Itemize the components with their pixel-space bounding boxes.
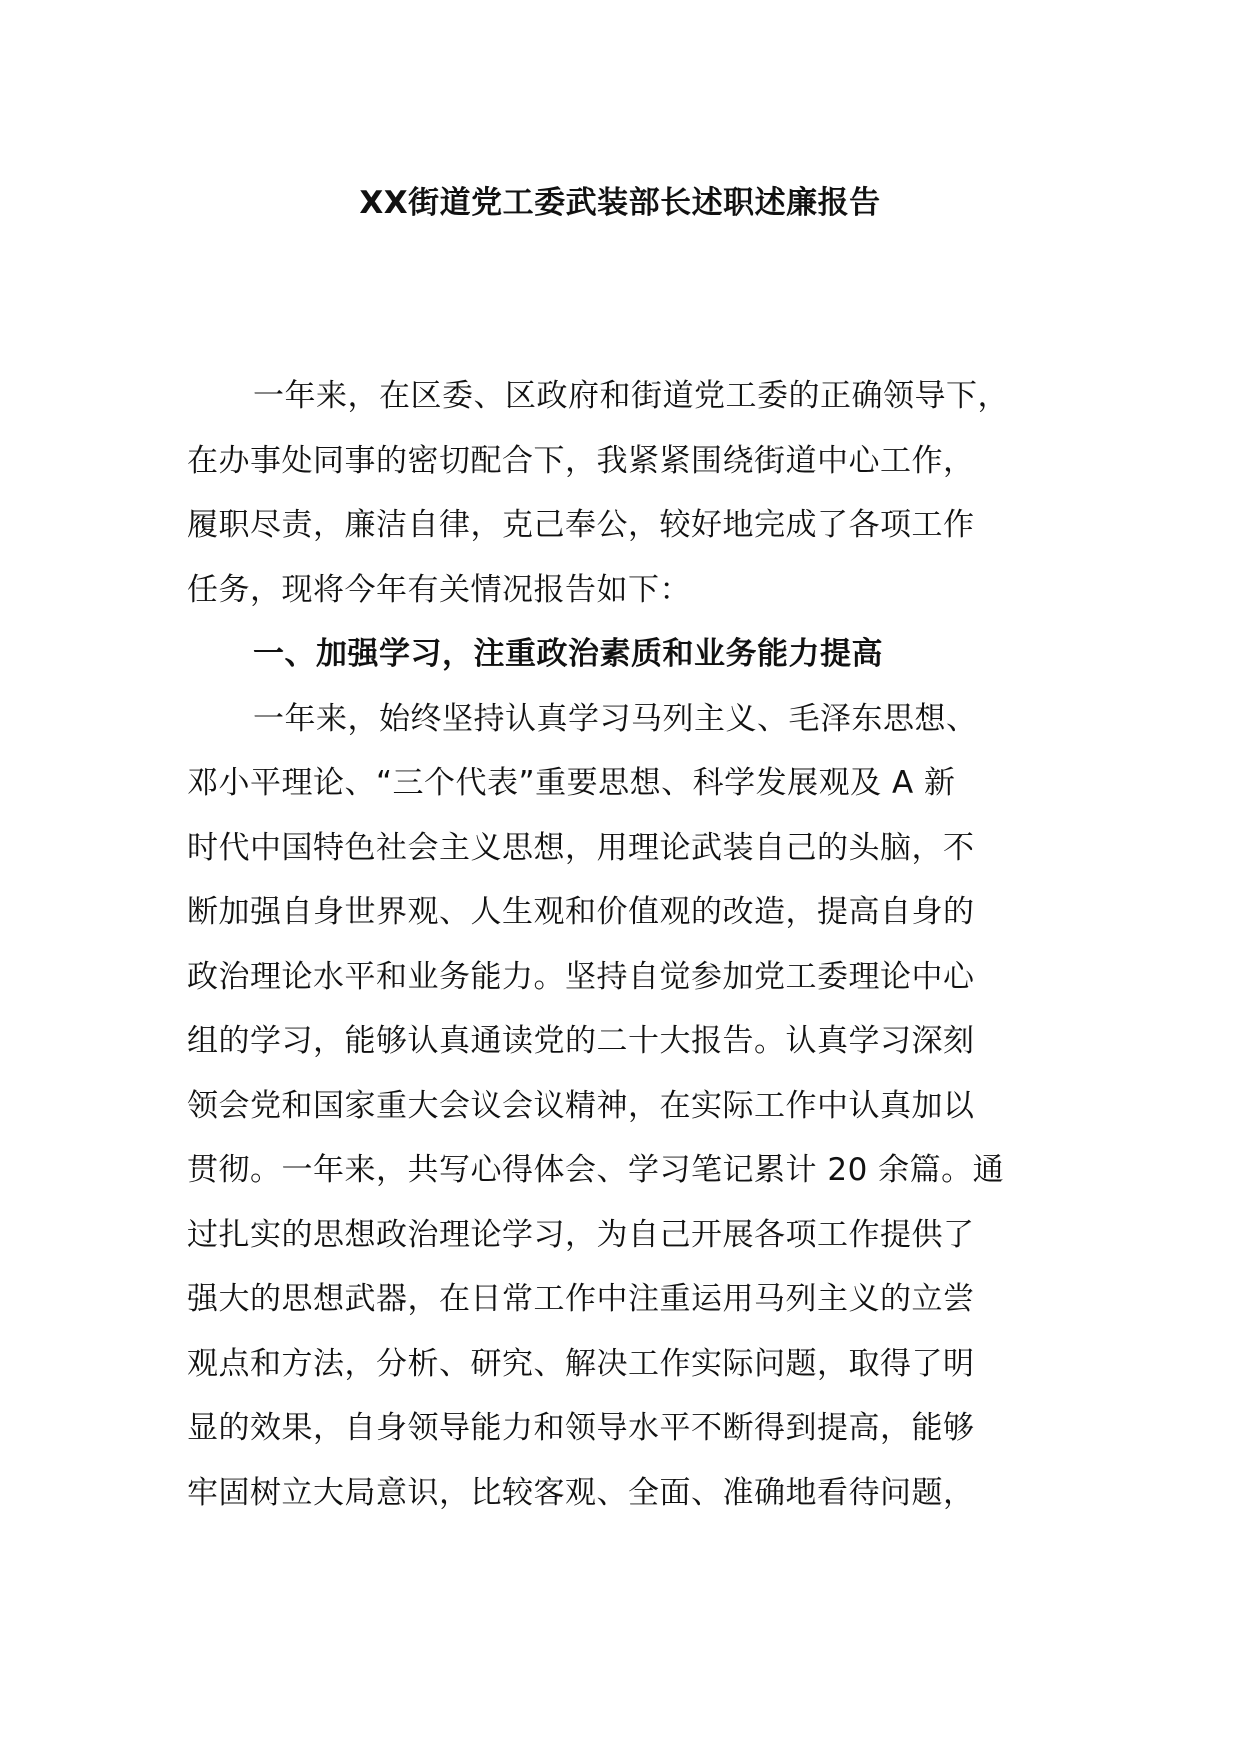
intro-paragraph bbox=[187, 364, 1082, 622]
paragraph-line: 领会党和国家重大会议会议精神，在实际工作中认真加以 bbox=[187, 1087, 975, 1124]
paragraph-line: 履职尽责，廉洁自律，克己奉公，较好地完成了各项工作 bbox=[187, 507, 975, 543]
paragraph-line: 过扎实的思想政治理论学习，为自己开展各项工作提供了 bbox=[187, 1216, 975, 1253]
paragraph-line: 邓小平理论、“三个代表”重要思想、科学发展观及 A 新 bbox=[187, 765, 956, 801]
paragraph-line: 时代中国特色社会主义思想，用理论武装自己的头脑，不 bbox=[187, 829, 975, 866]
paragraph-line: 牢固树立大局意识，比较客观、全面、准确地看待问题， bbox=[187, 1474, 975, 1511]
section-heading: 一、加强学习，注重政治素质和业务能力提高 bbox=[253, 636, 883, 672]
paragraph-line: 贯彻。一年来，共写心得体会、学习笔记累计 20 余篇。通 bbox=[187, 1152, 1005, 1188]
paragraph-line: 一年来，始终坚持认真学习马列主义、毛泽东思想、 bbox=[253, 700, 978, 737]
paragraph-line: 组的学习，能够认真通读党的二十大报告。认真学习深刻 bbox=[187, 1023, 975, 1059]
paragraph-line: 观点和方法，分析、研究、解决工作实际问题，取得了明 bbox=[187, 1345, 975, 1382]
paragraph-line: 强大的思想武器，在日常工作中注重运用马列主义的立尝 bbox=[187, 1281, 975, 1317]
paragraph-line: 一年来，在区委、区政府和街道党工委的正确领导下， bbox=[253, 378, 1009, 414]
paragraph-line: 显的效果，自身领导能力和领导水平不断得到提高，能够 bbox=[187, 1410, 975, 1446]
paragraph-line: 任务，现将今年有关情况报告如下： bbox=[187, 571, 691, 608]
paragraph-line: 政治理论水平和业务能力。坚持自觉参加党工委理论中心 bbox=[187, 958, 975, 995]
paragraph-line: 在办事处同事的密切配合下，我紧紧围绕街道中心工作， bbox=[187, 442, 975, 479]
paragraph-line: 断加强自身世界观、人生观和价值观的改造，提高自身的 bbox=[187, 894, 975, 930]
document-body bbox=[187, 364, 1082, 1525]
section-paragraph bbox=[187, 687, 1082, 1526]
document-title: XX街道党工委武装部长述职述廉报告 bbox=[359, 185, 881, 221]
